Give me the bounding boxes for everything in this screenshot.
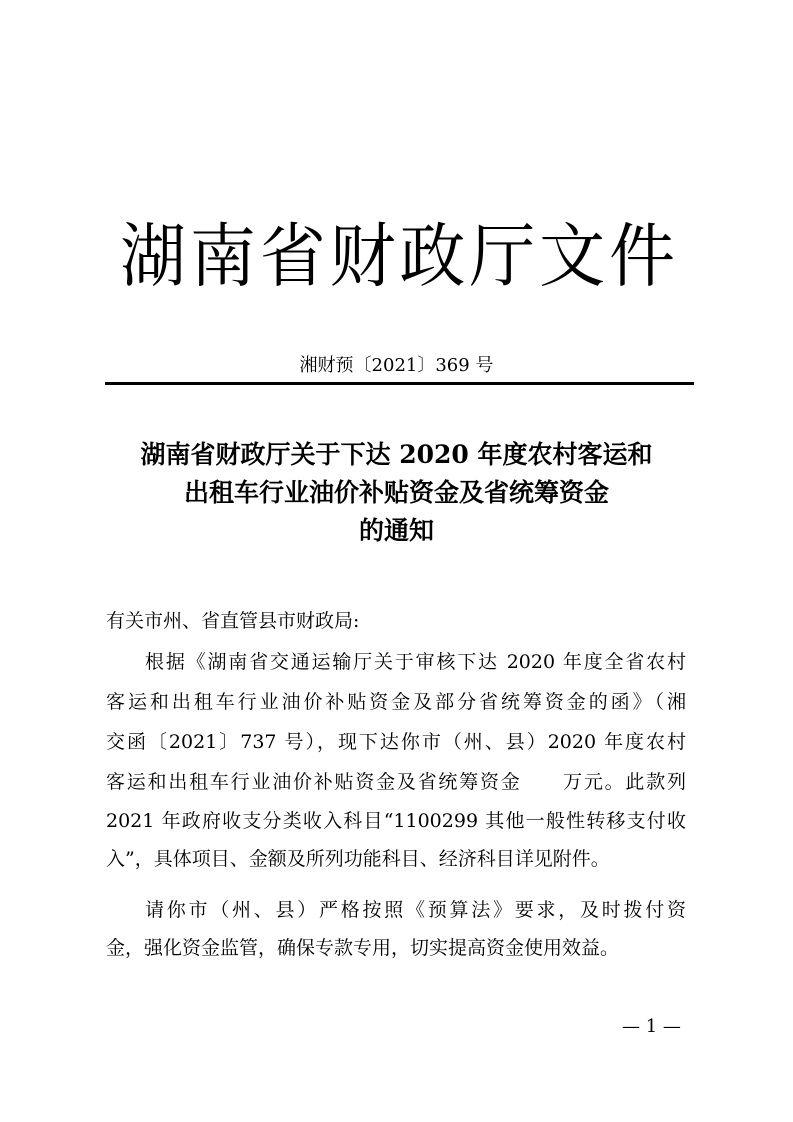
salutation: 有关市州、省直管县市财政局: bbox=[106, 610, 360, 632]
paragraph1-line-5: 2021 年政府收支分类收入科目“1100299 其他一般性转移支付收 bbox=[106, 810, 686, 832]
document-number: 湘财预〔2021〕369 号 bbox=[299, 355, 494, 376]
paragraph1-line-1: 根据《湖南省交通运输厅关于审核下达 2020 年度全省农村 bbox=[145, 651, 686, 673]
document-title-line-3: 的通知 bbox=[358, 516, 434, 545]
header-divider bbox=[105, 382, 694, 385]
paragraph1-line-2: 客运和出租车行业油价补贴资金及部分省统筹资金的函》（湘 bbox=[106, 691, 686, 713]
paragraph1-line-4: 客运和出租车行业油价补贴资金及省统筹资金 万元。此款列 bbox=[106, 771, 686, 793]
paragraph1-line-3: 交函〔2021〕737 号），现下达你市（州、县）2020 年度农村 bbox=[106, 731, 686, 753]
document-title-line-1: 湖南省财政厅关于下达 2020 年度农村客运和 bbox=[140, 440, 653, 469]
paragraph2-line-2: 金，强化资金监管，确保专款专用，切实提高资金使用效益。 bbox=[106, 937, 620, 959]
document-title-line-2: 出租车行业油价补贴资金及省统筹资金 bbox=[183, 478, 609, 507]
paragraph2-line-1: 请你市（州、县）严格按照《预算法》要求，及时拨付资 bbox=[145, 899, 686, 921]
paragraph1-line-6: 入”，具体项目、金额及所列功能科目、经济科目详见附件。 bbox=[106, 848, 610, 870]
page-number: — 1 — bbox=[622, 1016, 681, 1037]
issuer-heading: 湖南省财政厅文件 bbox=[120, 216, 675, 297]
